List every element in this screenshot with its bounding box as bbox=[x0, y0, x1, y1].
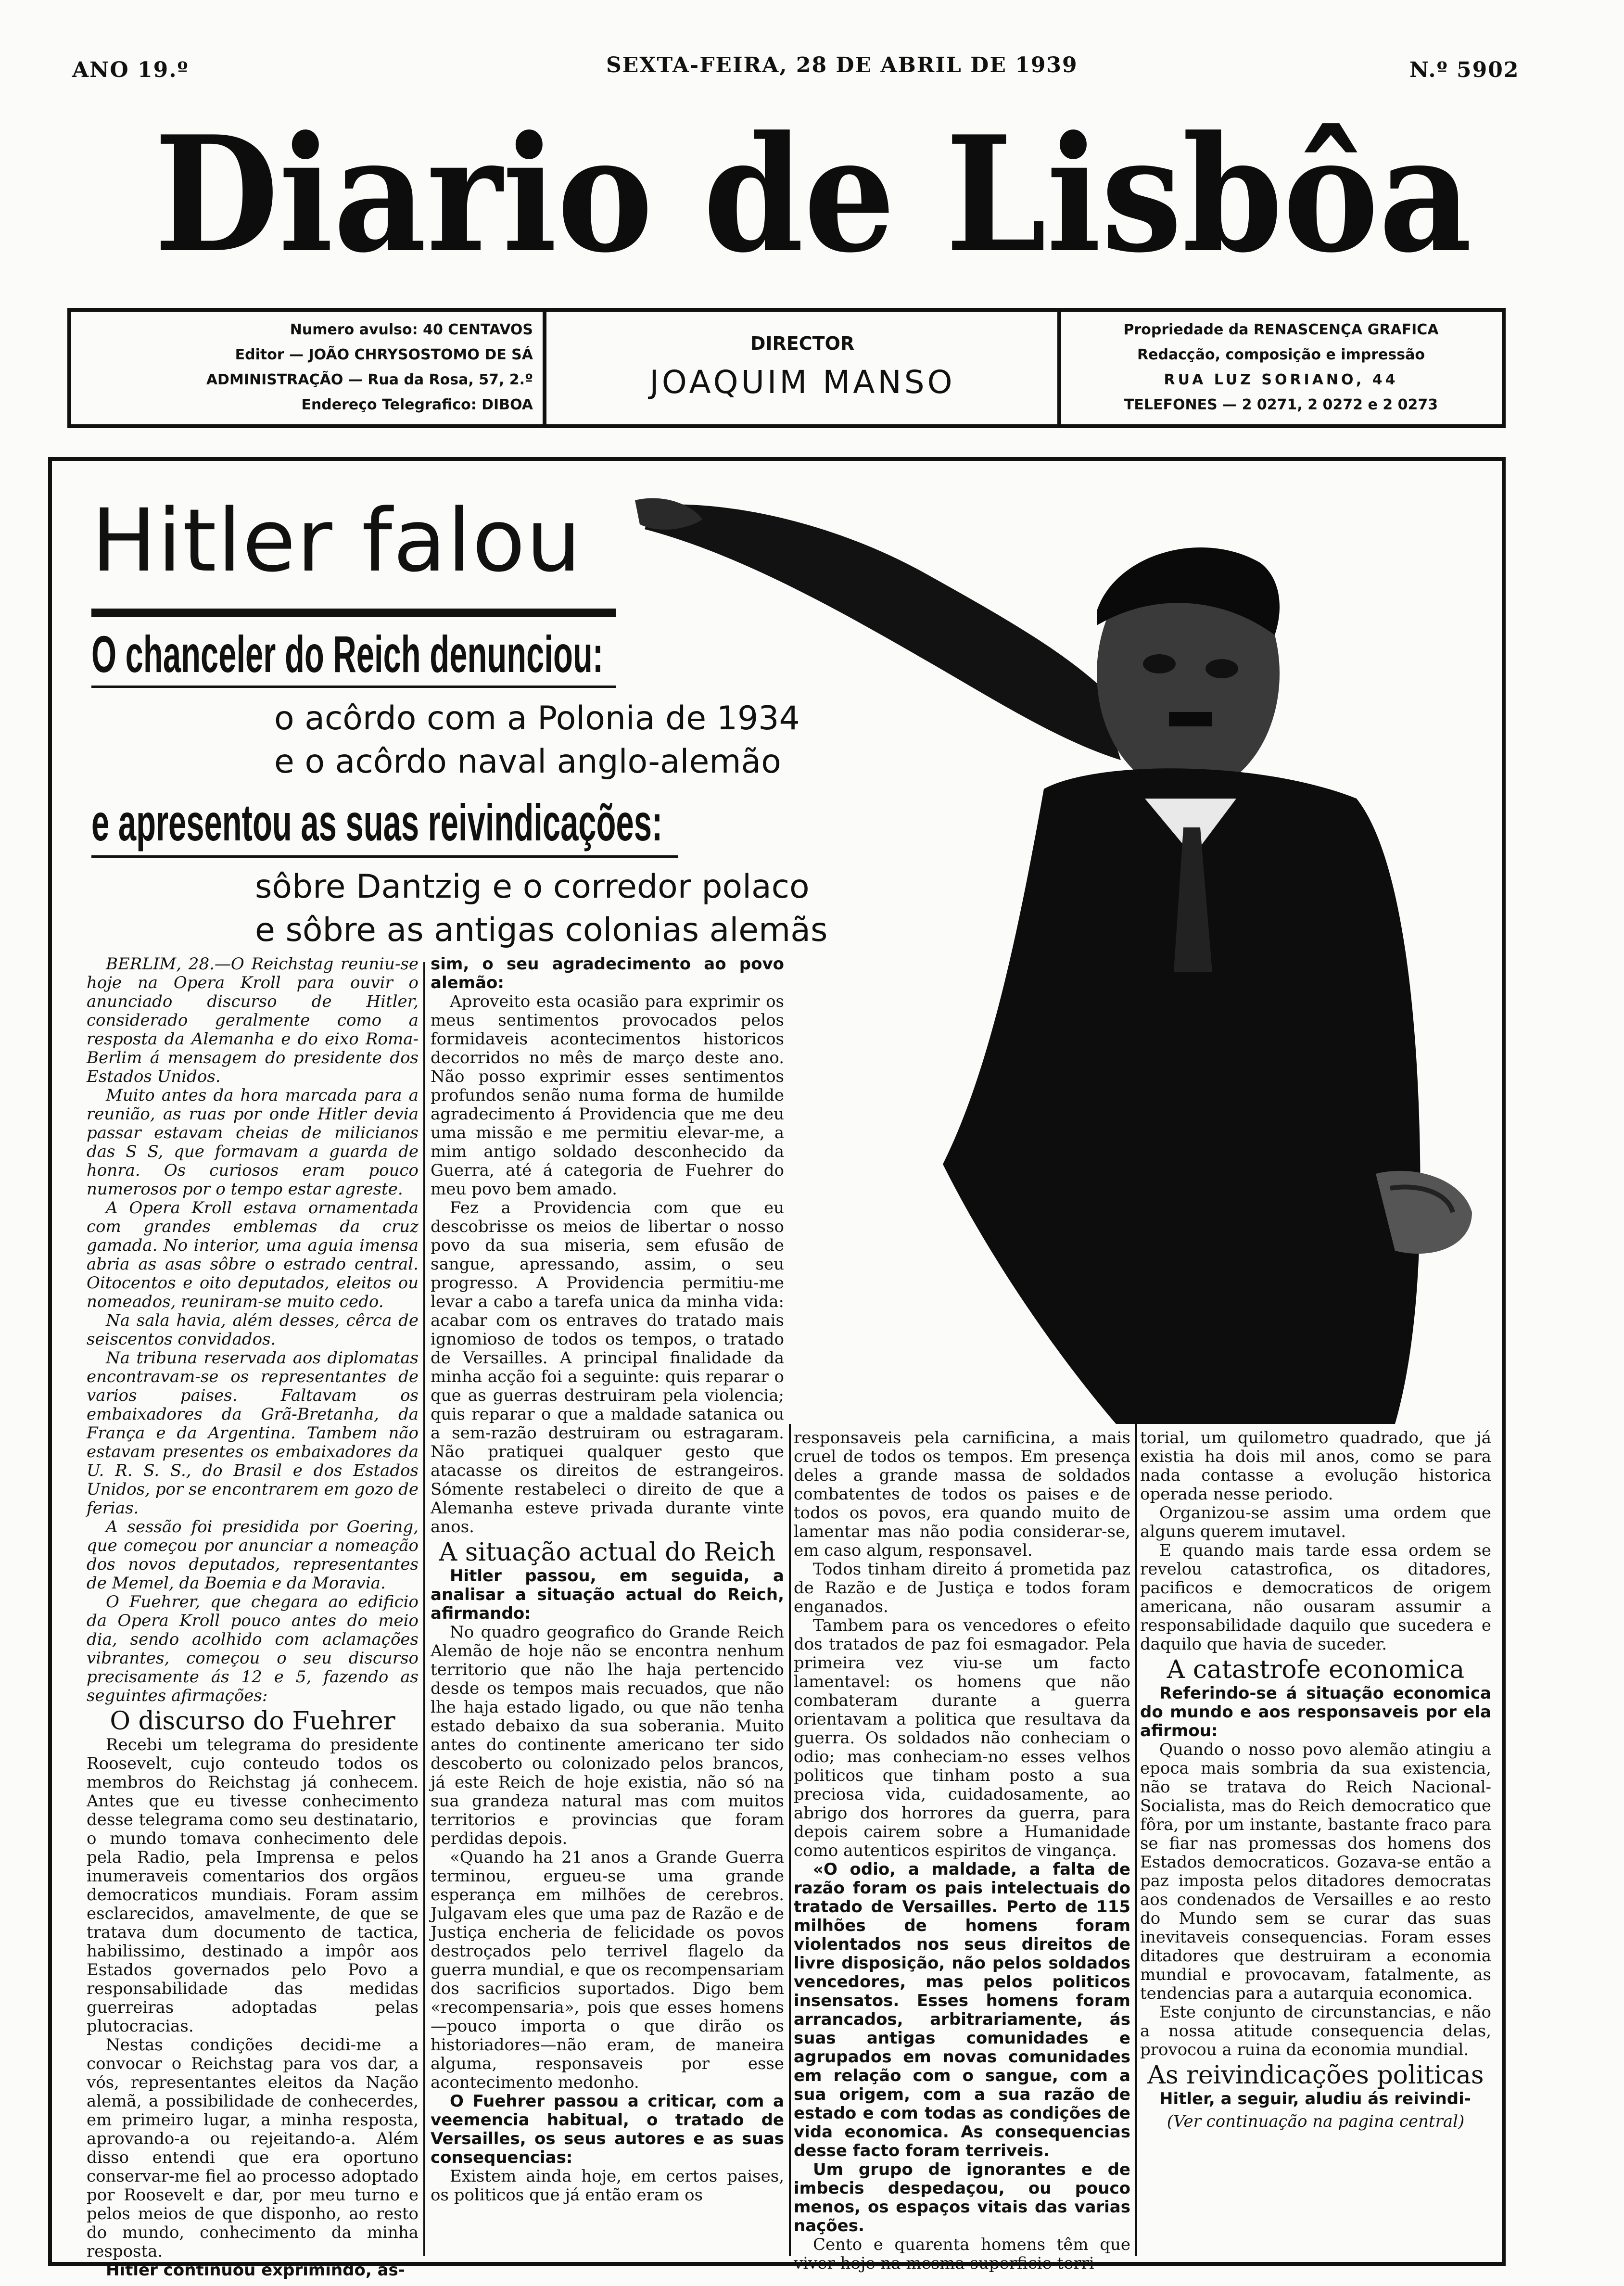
col2-p1: sim, o seu agradecimento ao povo alemão: bbox=[431, 954, 784, 992]
subhead-2-line1: sôbre Dantzig e o corredor polaco bbox=[255, 868, 810, 906]
col2-p4: Hitler passou, em seguida, a analisar a situação actual do Reich, afirmando: bbox=[431, 1566, 784, 1623]
article-column-4 bbox=[1140, 1429, 1491, 2254]
address-line: RUA LUZ SORIANO, 44 bbox=[1164, 371, 1398, 388]
col1-p5: Na tribuna reservada aos diplomatas encontravam-se os representantes de varios paises. Faltavam os embaixadores da Grã-Bretanha, da França e da Argentina. Tambem não estavam presentes os embaixadores da U. R. S. S., do Brasil e dos Estados Unidos, por se encontrarem em gozo de ferias. bbox=[87, 1348, 419, 1518]
col3-p3: Tambem para os vencedores o efeito dos tratados de paz foi esmagador. Pela primeira vez viu-se um facto lamentavel: os homens que não combateram durante a guerra orientavam a politica que resultava da guerra. Os soldados não conheciam o odio; mas conheciam-no esses velhos politicos que tinham posto a sua preciosa vida, cuidadosamente, ao abrigo dos horrores da guerra, para depois cairem sobre a Humanidade como autenticos espiritos de vingança. bbox=[794, 1616, 1130, 1860]
masthead-logo bbox=[144, 91, 1482, 293]
newsroom-line: Redacção, composição e impressão bbox=[1137, 346, 1425, 363]
col1-p10: Hitler continuou exprimindo, as- bbox=[106, 2261, 405, 2280]
col1-p8: Recebi um telegrama do presidente Roosevelt, cujo conteudo todos os membros do Reichstag já conhecem. Antes que eu tivesse conhecimento desse telegrama como seu destinatario, o mundo tomava conhecimento dele pela Radio, pela Imprensa e pelos inumeraveis comentarios dos orgãos democraticos mundiais. Foram assim esclarecidos, amavelmente, de que se tratava dum documento de tactica, habilissimo, destinado a impôr aos Estados governados pelo Povo a responsabilidade das medidas guerreiras adoptadas pelas plutocracias. bbox=[87, 1735, 419, 2036]
subhead-1-line2: e o acôrdo naval anglo-alemão bbox=[274, 743, 781, 781]
subhead-2-line2: e sôbre as antigas colonias alemãs bbox=[255, 911, 828, 949]
col3-p5: Um grupo de ignorantes e de imbecis despedaçou, ou pouco menos, os espaços vitais das varias nações. bbox=[794, 2160, 1130, 2235]
col1-p7: O Fuehrer, que chegara ao edificio da Opera Kroll pouco antes do meio dia, sendo acolhido com aclamações vibrantes, começou o seu discurso precisamente ás 12 e 5, fazendo as seguintes afirmações: bbox=[87, 1592, 419, 1705]
director-label: DIRECTOR bbox=[750, 333, 855, 354]
kicker-denounced: O chanceler do Reich denunciou: bbox=[91, 625, 604, 683]
col2-p2: Aproveito esta ocasião para exprimir os meus sentimentos provocados pelos formidaveis acontecimentos historicos decorridos no mês de março deste ano. Não posso exprimir esses sentimentos profundos senão numa forma de humilde agradecimento á Providencia que me deu uma missão e me permitiu elevar-me, a mim antigo soldado desconhecido da Guerra, até á categoria de Fuehrer do meu povo bem amado. bbox=[431, 992, 784, 1199]
col4-p3: E quando mais tarde essa ordem se revelou catastrofica, os ditadores, pacificos e democraticos de origem americana, não ousaram assumir a responsabilidade daquilo que sucedera e daquilo que havia de suceder. bbox=[1140, 1541, 1491, 1654]
section-heading-speech: O discurso do Fuehrer bbox=[110, 1707, 395, 1736]
col1-p3: A Opera Kroll estava ornamentada com grandes emblemas da cruz gamada. No interior, uma aguia imensa abria as asas sôbre o estrado central. Oitocentos e oito deputados, eleitos ou nomeados, reuniram-se muito cedo. bbox=[87, 1198, 419, 1311]
administration-line: ADMINISTRAÇÃO — Rua da Rosa, 57, 2.º bbox=[206, 371, 533, 388]
telegraph-line: Endereço Telegrafico: DIBOA bbox=[301, 396, 533, 413]
col3-p1: responsaveis pela carnificina, a mais cruel de todos os tempos. Em presença deles a grande massa de soldados combatentes de todos os paises e de todos os povos, era quando muito de lamentar mas não podia considerar-se, em caso algum, responsavel. bbox=[794, 1428, 1130, 1560]
price-line: Numero avulso: 40 CENTAVOS bbox=[290, 321, 533, 338]
date-label: SEXTA-FEIRA, 28 DE ABRIL DE 1939 bbox=[606, 53, 1078, 77]
section-heading-situation: A situação actual do Reich bbox=[439, 1538, 776, 1567]
col4-p2: Organizou-se assim uma ordem que alguns querem imutavel. bbox=[1140, 1503, 1491, 1541]
col1-p9: Nestas condições decidi-me a convocar o Reichstag para vos dar, a vós, representantes eleitos da Nação alemã, a possibilidade de conhecerdes, em primeiro lugar, a minha resposta, aprovando-a ou rejeitando-a. Além disso entendi que era oportuno conservar-me fiel ao processo adoptado por Roosevelt e dar, por meu turno e pelos meios de que disponho, ao resto do mundo, conhecimento da minha resposta. bbox=[87, 2035, 419, 2261]
article-column-3 bbox=[794, 1428, 1130, 2273]
col4-p6: Este conjunto de circunstancias, e não a nossa atitude consequencia delas, provocou a ruina da economia mundial. bbox=[1140, 2003, 1491, 2059]
masthead-title: Diario de Lisbôa bbox=[154, 101, 1472, 288]
continuation-note: (Ver continuação na pagina central) bbox=[1167, 2112, 1465, 2131]
year-label: ANO 19.º bbox=[72, 58, 189, 82]
col4-p5: Quando o nosso povo alemão atingiu a epoca mais sombria da sua existencia, não se tratava do Reich Nacional-Socialista, mas do Reich democratico que fôra, por um instante, bastante fraco para se fiar nas promessas dos homens dos Estados democraticos. Gozava-se então a paz imposta pelos ditadores democratas aos condenados de Versailles e ao resto do Mundo sem se curar das suas inevitaveis consequencias. Foram esses ditadores que destruiram a economia mundial e provocavam, fatalmente, as tendencias para a autarquia economica. bbox=[1140, 1740, 1491, 2003]
col3-p6: Cento e quarenta homens têm que viver hoje na mesma superficie terri- bbox=[794, 2235, 1130, 2273]
info-box bbox=[67, 308, 1506, 428]
article-column-1 bbox=[87, 954, 419, 2280]
col1-p6: A sessão foi presidida por Goering, que começou por anunciar a nomeação dos novos deputados, representantes de Memel, da Boemia e da Moravia. bbox=[87, 1517, 419, 1593]
subhead-1-line1: o acôrdo com a Polonia de 1934 bbox=[274, 699, 800, 737]
issue-number: N.º 5902 bbox=[1409, 58, 1520, 82]
editor-line: Editor — JOÃO CHRYSOSTOMO DE SÁ bbox=[235, 346, 533, 363]
owner-line: Propriedade da RENASCENÇA GRAFICA bbox=[1123, 321, 1439, 338]
phones-line: TELEFONES — 2 0271, 2 0272 e 2 0273 bbox=[1124, 396, 1438, 413]
section-heading-economic: A catastrofe economica bbox=[1167, 1655, 1465, 1684]
col1-p1: BERLIM, 28.—O Reichstag reuniu-se hoje na Opera Kroll para ouvir o anunciado discurso de Hitler, considerado geralmente como a resposta da Alemanha e do eixo Roma-Berlim á mensagem do presidente dos Estados Unidos. bbox=[87, 954, 419, 1086]
headline: Hitler falou bbox=[91, 491, 582, 591]
section-heading-political: As reivindicações politicas bbox=[1147, 2061, 1484, 2090]
col2-p6: «Quando ha 21 anos a Grande Guerra terminou, ergueu-se uma grande esperança em milhões de cerebros. Julgavam eles que uma paz de Razão e de Justiça encheria de felicidade os povos destroçados pelo terrivel flagelo da guerra mundial, e que os recompensariam dos sacrificios suportados. Digo bem «recompensaria», pois que esses homens—pouco importa o que dirão os historiadores—não eram, de maneira alguma, responsaveis por esse acontecimento medonho. bbox=[431, 1848, 784, 2092]
col2-p8: Existem ainda hoje, em certos paises, os politicos que já então eram os bbox=[431, 2167, 784, 2205]
col4-p1: torial, um quilometro quadrado, que já existia ha dois mil anos, como se para nada contasse a evolução historica operada nesse periodo. bbox=[1140, 1428, 1491, 1504]
col4-p4: Referindo-se á situação economica do mundo e aos responsaveis por ela afirmou: bbox=[1140, 1684, 1491, 1740]
col1-p4: Na sala havia, além desses, cêrca de seiscentos convidados. bbox=[87, 1311, 419, 1349]
col1-p2: Muito antes da hora marcada para a reunião, as ruas por onde Hitler devia passar estavam cheias de milicianos das S S, que formavam a guarda de honra. Os curiosos eram pouco numerosos por o tempo estar agreste. bbox=[87, 1086, 419, 1199]
director-name: JOAQUIM MANSO bbox=[649, 364, 955, 401]
col2-p7: O Fuehrer passou a criticar, com a veemencia habitual, o tratado de Versailles, os seus autores e as suas consequencias: bbox=[431, 2092, 784, 2167]
col4-p7: Hitler, a seguir, aludiu ás reivindi- bbox=[1159, 2089, 1471, 2108]
col2-p3: Fez a Providencia com que eu descobrisse os meios de libertar o nosso povo da sua miseria, sem efusão de sangue, apressando, assim, o seu progresso. A Providencia permitiu-me levar a cabo a tarefa unica da minha vida: acabar com os entraves do tratado mais ignomioso de todos os tempos, o tratado de Versailles. A principal finalidade da minha acção foi a seguinte: quis reparar o que as guerras destruiram pela violencia; quis reparar o que a maldade satanica ou a sem-razão destruiram ou estragaram. Não pratiquei qualquer gesto que atacasse os direitos de estrangeiros. Sómente restabeleci o direito de que a Alemanha esteve privada durante vinte anos. bbox=[431, 1198, 784, 1537]
col3-p2: Todos tinham direito á prometida paz de Razão e de Justiça e todos foram enganados. bbox=[794, 1560, 1130, 1616]
col3-p4: «O odio, a maldade, a falta de razão foram os pais intelectuais do tratado de Versailles. Perto de 115 milhões de homens foram violentados nos seus direitos de livre disposição, não pelos soldados vencedores, mas pelos politicos insensatos. Esses homens foram arrancados, arbitrariamente, ás suas antigas comunidades e agrupados em novas comunidades em relação com o sangue, com a sua origem, com a sua razão de estado e com todas as condições de vida economica. As consequencias desse facto foram terriveis. bbox=[794, 1860, 1130, 2160]
article-column-2 bbox=[431, 955, 784, 2254]
kicker-claims: e apresentou as suas reivindicações: bbox=[91, 793, 663, 851]
col2-p5: No quadro geografico do Grande Reich Alemão de hoje não se encontra nenhum territorio que não lhe haja pertencido desde os tempos mais recuados, que não lhe haja estado ligado, ou que não tenha estado debaixo da sua soberania. Muito antes do continente americano ter sido descoberto ou colonizado pelos brancos, já este Reich de hoje existia, não só na sua grandeza natural mas com muitos territorios e provincias que foram perdidas depois. bbox=[431, 1623, 784, 1848]
